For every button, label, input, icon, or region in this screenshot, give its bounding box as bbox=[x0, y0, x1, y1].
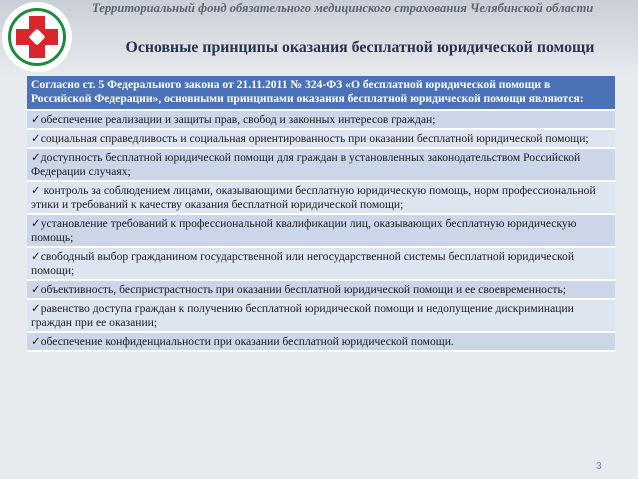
slide-title: Основные принципы оказания бесплатной юридической помощи bbox=[125, 39, 595, 56]
principle-text: обеспечение конфиденциальности при оказании бесплатной юридической помощи. bbox=[40, 335, 454, 348]
table-row bbox=[27, 130, 615, 149]
table-row bbox=[27, 248, 615, 281]
checkmark-icon: ✓ bbox=[31, 250, 41, 263]
table-header-row: Согласно ст. 5 Федерального закона от 21.11.2011 № 324-ФЗ «О бесплатной юридической помощи в Российской Федерации», основными принципами оказания бесплатной юридической помощи являются: bbox=[27, 76, 615, 111]
principle-text: доступность бесплатной юридической помощи для граждан в установленных законодательством Российской Федерации случаях; bbox=[31, 151, 581, 178]
checkmark-icon: ✓ bbox=[31, 283, 41, 296]
organization-name: Территориальный фонд обязательного медицинского страхования Челябинской области bbox=[92, 1, 594, 15]
principle-text: обеспечение реализации и защиты прав, свобод и законных интересов граждан; bbox=[40, 113, 436, 126]
principle-text: объективность, беспристрастность при оказании бесплатной юридической помощи и ее своевременность; bbox=[40, 283, 566, 296]
principle-text: социальная справедливость и социальная ориентированность при оказании бесплатной юридической помощи; bbox=[40, 132, 589, 145]
principle-text: равенство доступа граждан к получению бесплатной юридической помощи и недопущение дискриминации граждан при ее оказании; bbox=[31, 302, 574, 329]
table-row bbox=[27, 182, 615, 215]
principles-table bbox=[27, 76, 615, 352]
table-row bbox=[27, 300, 615, 333]
principle-text: контроль за соблюдением лицами, оказывающими бесплатную юридическую помощь, норм профессиональной этики и требований к качеству оказания бесплатной юридической помощи; bbox=[31, 184, 596, 211]
principle-text: установление требований к профессиональной квалификации лиц, оказывающих бесплатную юридическую помощь; bbox=[31, 217, 577, 244]
table-row bbox=[27, 111, 615, 130]
checkmark-icon: ✓ bbox=[31, 113, 41, 126]
checkmark-icon: ✓ bbox=[31, 184, 41, 197]
checkmark-icon: ✓ bbox=[31, 217, 41, 230]
checkmark-icon: ✓ bbox=[31, 132, 41, 145]
table-row bbox=[27, 149, 615, 182]
checkmark-icon: ✓ bbox=[31, 151, 41, 164]
table-row bbox=[27, 215, 615, 248]
principle-text: свободный выбор гражданином государственной или негосударственной системы бесплатной юридической помощи; bbox=[31, 250, 575, 277]
fund-logo bbox=[2, 2, 72, 72]
checkmark-icon: ✓ bbox=[31, 335, 41, 348]
checkmark-icon: ✓ bbox=[31, 302, 41, 315]
table-row bbox=[27, 333, 615, 352]
table-row bbox=[27, 281, 615, 300]
page-number: 3 bbox=[596, 461, 602, 472]
